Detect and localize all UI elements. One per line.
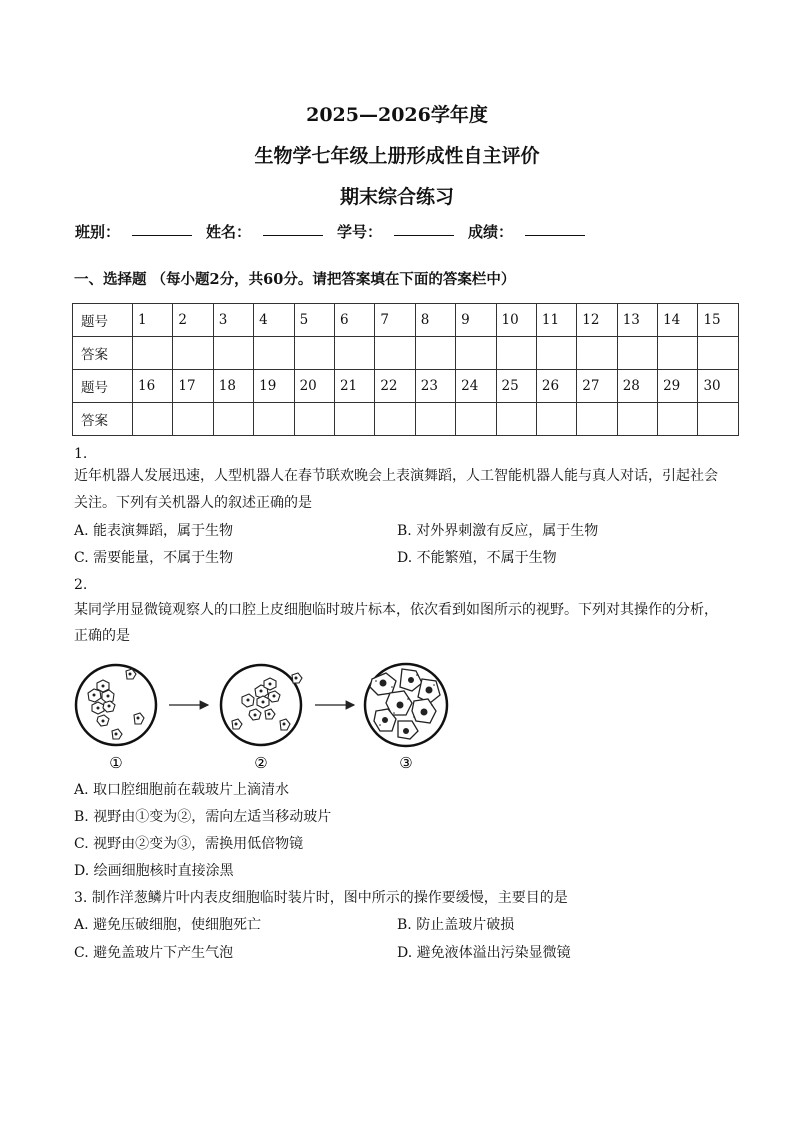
q1-number: 1.	[74, 446, 88, 462]
question-number-cell: 26	[536, 370, 576, 403]
question-number-cell: 1	[133, 304, 173, 337]
section-1-heading: 一、选择题 （每小题2分，共60分。请把答案填在下面的答案栏中）	[74, 271, 516, 288]
answer-cell[interactable]	[213, 337, 253, 370]
answer-cell[interactable]	[254, 337, 294, 370]
answer-table	[72, 303, 739, 436]
q3-option-a: A. 避免压破细胞，使细胞死亡	[74, 917, 262, 933]
class-blank[interactable]	[132, 221, 192, 236]
answer-cell[interactable]	[577, 403, 617, 436]
q3-option-d: D. 避免液体溢出污染显微镜	[397, 945, 571, 961]
question-number-cell: 27	[577, 370, 617, 403]
exam-type-title: 期末综合练习	[339, 186, 454, 208]
name-label: 姓名：	[206, 223, 252, 241]
question-number-cell: 29	[658, 370, 698, 403]
class-label: 班别：	[75, 223, 121, 241]
table-row-q1	[73, 304, 739, 337]
id-blank[interactable]	[394, 221, 454, 236]
question-number-cell: 30	[698, 370, 738, 403]
q2-number: 2.	[74, 577, 88, 593]
answer-cell[interactable]	[536, 403, 576, 436]
answer-cell[interactable]	[213, 403, 253, 436]
answer-cell[interactable]	[456, 337, 496, 370]
answer-cell[interactable]	[415, 337, 455, 370]
question-number-cell: 28	[617, 370, 657, 403]
q2-option-b: B. 视野由①变为②，需向左适当移动玻片	[74, 809, 332, 825]
answer-cell[interactable]	[254, 403, 294, 436]
question-number-cell: 16	[133, 370, 173, 403]
q3-option-b: B. 防止盖玻片破损	[397, 917, 515, 933]
q2-option-a: A. 取口腔细胞前在载玻片上滴清水	[74, 782, 290, 798]
question-number-cell: 15	[698, 304, 738, 337]
question-number-cell: 22	[375, 370, 415, 403]
field-of-view-3	[365, 664, 447, 746]
answer-cell[interactable]	[375, 337, 415, 370]
answer-cell[interactable]	[698, 403, 738, 436]
q3-option-c: C. 避免盖玻片下产生气泡	[74, 945, 234, 961]
figure-label-1: ①	[109, 754, 123, 772]
question-number-cell: 10	[496, 304, 536, 337]
table-row-q2	[73, 370, 739, 403]
question-number-header: 题号	[73, 304, 133, 337]
q3-stem: 3. 制作洋葱鳞片叶内表皮细胞临时装片时，图中所示的操作要缓慢，主要目的是	[74, 890, 568, 906]
answer-cell[interactable]	[698, 337, 738, 370]
question-number-cell: 12	[577, 304, 617, 337]
exam-year-title: 2025—2026学年度	[306, 104, 488, 126]
q2-stem-line1: 某同学用显微镜观察人的口腔上皮细胞临时玻片标本，依次看到如图所示的视野。下列对其操作的分析，	[74, 602, 718, 618]
q1-option-c: C. 需要能量，不属于生物	[74, 550, 234, 566]
question-number-cell: 17	[173, 370, 213, 403]
answer-cell[interactable]	[496, 337, 536, 370]
q1-option-a: A. 能表演舞蹈，属于生物	[74, 523, 234, 539]
question-number-cell: 3	[213, 304, 253, 337]
student-info-row	[75, 221, 589, 242]
question-number-cell: 18	[213, 370, 253, 403]
question-number-cell: 5	[294, 304, 334, 337]
answer-cell[interactable]	[375, 403, 415, 436]
answer-header: 答案	[73, 337, 133, 370]
question-number-cell: 19	[254, 370, 294, 403]
answer-cell[interactable]	[334, 403, 374, 436]
q1-stem-line2: 关注。下列有关机器人的叙述正确的是	[74, 495, 312, 511]
answer-cell[interactable]	[173, 403, 213, 436]
answer-cell[interactable]	[456, 403, 496, 436]
figure-label-3: ③	[399, 754, 413, 772]
question-number-cell: 14	[658, 304, 698, 337]
answer-cell[interactable]	[415, 403, 455, 436]
score-label: 成绩：	[468, 223, 514, 241]
answer-cell[interactable]	[294, 337, 334, 370]
answer-cell[interactable]	[658, 337, 698, 370]
answer-header: 答案	[73, 403, 133, 436]
name-blank[interactable]	[263, 221, 323, 236]
answer-cell[interactable]	[658, 403, 698, 436]
question-number-cell: 11	[536, 304, 576, 337]
question-number-cell: 2	[173, 304, 213, 337]
question-number-cell: 4	[254, 304, 294, 337]
answer-cell[interactable]	[173, 337, 213, 370]
q1-stem-line1: 近年机器人发展迅速，人型机器人在春节联欢晚会上表演舞蹈，人工智能机器人能与真人对话，引起社会	[74, 468, 718, 484]
answer-cell[interactable]	[334, 337, 374, 370]
q1-option-d: D. 不能繁殖，不属于生物	[397, 550, 557, 566]
figure-label-2: ②	[254, 754, 268, 772]
table-row-a2	[73, 403, 739, 436]
answer-cell[interactable]	[133, 337, 173, 370]
q2-option-d: D. 绘画细胞核时直接涂黑	[74, 863, 234, 879]
answer-cell[interactable]	[294, 403, 334, 436]
answer-cell[interactable]	[577, 337, 617, 370]
question-number-cell: 24	[456, 370, 496, 403]
answer-cell[interactable]	[617, 403, 657, 436]
question-number-cell: 6	[334, 304, 374, 337]
id-label: 学号：	[337, 223, 383, 241]
question-number-cell: 23	[415, 370, 455, 403]
question-number-cell: 9	[456, 304, 496, 337]
field-of-view-2	[221, 665, 302, 745]
question-number-cell: 20	[294, 370, 334, 403]
question-number-header: 题号	[73, 370, 133, 403]
exam-subject-title: 生物学七年级上册形成性自主评价	[254, 145, 540, 167]
answer-cell[interactable]	[536, 337, 576, 370]
microscope-fields-figure	[72, 655, 472, 775]
question-number-cell: 21	[334, 370, 374, 403]
field-of-view-1	[76, 665, 156, 745]
question-number-cell: 13	[617, 304, 657, 337]
q1-option-b: B. 对外界刺激有反应，属于生物	[397, 523, 599, 539]
answer-cell[interactable]	[617, 337, 657, 370]
table-row-a1	[73, 337, 739, 370]
question-number-cell: 7	[375, 304, 415, 337]
answer-cell[interactable]	[133, 403, 173, 436]
q2-option-c: C. 视野由②变为③，需换用低倍物镜	[74, 836, 304, 852]
q2-stem-line2: 正确的是	[74, 628, 130, 644]
answer-cell[interactable]	[496, 403, 536, 436]
score-blank[interactable]	[525, 221, 585, 236]
question-number-cell: 8	[415, 304, 455, 337]
question-number-cell: 25	[496, 370, 536, 403]
